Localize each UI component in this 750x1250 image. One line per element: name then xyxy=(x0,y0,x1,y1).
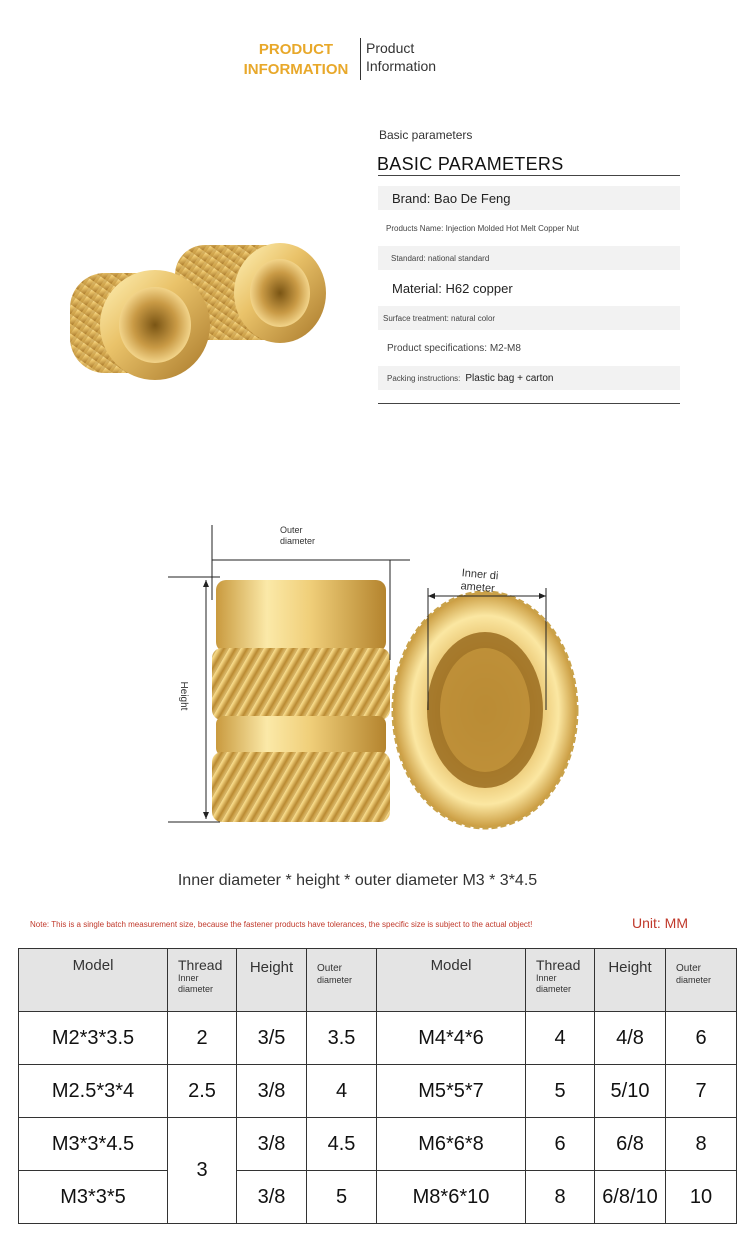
title-line-2: INFORMATION xyxy=(243,61,349,78)
inner-diameter-label-1: Inner di xyxy=(461,567,499,583)
header-height-right: Height xyxy=(595,949,666,1012)
cell-thread: 2 xyxy=(168,1012,237,1065)
insert-front-view xyxy=(393,592,577,828)
insert-side-view xyxy=(212,580,390,822)
header-outer-text2: diameter xyxy=(317,975,353,985)
product-information-subtitle xyxy=(366,39,436,75)
size-table xyxy=(18,948,737,1224)
header-thread-sub2: diameter xyxy=(536,984,572,994)
parameter-text: Product specifications: M2-M8 xyxy=(387,342,521,354)
header-thread-left xyxy=(168,949,237,1012)
parameter-row xyxy=(378,246,680,270)
basic-parameters-label: Basic parameters xyxy=(379,128,473,142)
table-row xyxy=(19,1012,737,1065)
header-thread-sub1: Inner xyxy=(536,973,557,983)
cell-model: M3*3*4.5 xyxy=(19,1118,168,1171)
table-row xyxy=(19,1118,737,1171)
header-outer-text2: diameter xyxy=(676,975,712,985)
header-thread-text: Thread xyxy=(178,957,223,973)
height-label: Height xyxy=(178,681,189,711)
cell-model: M5*5*7 xyxy=(377,1065,526,1118)
packing-label: Packing instructions: xyxy=(387,373,461,383)
header-thread-sub2: diameter xyxy=(178,984,214,994)
header-model-right: Model xyxy=(377,949,526,1012)
product-information-title xyxy=(236,40,356,80)
header-outer-text1: Outer xyxy=(676,963,702,974)
cell-height: 4/8 xyxy=(595,1012,666,1065)
dimension-caption: Inner diameter * height * outer diameter M3 * 3*4.5 xyxy=(177,872,538,889)
cell-outer: 4 xyxy=(307,1065,377,1118)
cell-model: M4*4*6 xyxy=(377,1012,526,1065)
cell-height: 6/8 xyxy=(595,1118,666,1171)
header-outer-left xyxy=(307,949,377,1012)
cell-model: M3*3*5 xyxy=(19,1171,168,1224)
cell-thread: 5 xyxy=(526,1065,595,1118)
parameter-row xyxy=(378,216,680,240)
cell-thread: 2.5 xyxy=(168,1065,237,1118)
header-thread-text: Thread xyxy=(536,957,581,973)
cell-outer: 10 xyxy=(666,1171,737,1224)
header-outer-text1: Outer xyxy=(317,963,343,974)
header-thread-sub1: Inner xyxy=(178,973,199,983)
tolerance-note: Note: This is a single batch measurement size, because the fastener products have tolerances, the specific size is subject to the actual object! xyxy=(30,920,533,929)
cell-outer: 3.5 xyxy=(307,1012,377,1065)
parameters-bottom-rule xyxy=(378,403,680,404)
parameter-text: Material: H62 copper xyxy=(392,280,513,296)
cell-height: 3/8 xyxy=(237,1065,307,1118)
unit-label: Unit: MM xyxy=(632,915,688,931)
packing-row xyxy=(378,366,680,390)
cell-model: M2.5*3*4 xyxy=(19,1065,168,1118)
inner-diameter-label-2: ameter xyxy=(460,580,496,596)
cell-thread: 6 xyxy=(526,1118,595,1171)
cell-model: M8*6*10 xyxy=(377,1171,526,1224)
parameter-row xyxy=(378,336,680,360)
parameter-text: Brand: Bao De Feng xyxy=(392,190,511,206)
cell-height: 5/10 xyxy=(595,1065,666,1118)
outer-diameter-label-2: diameter xyxy=(280,536,316,546)
header-height-left: Height xyxy=(237,949,307,1012)
parameter-row xyxy=(378,276,680,300)
header-divider xyxy=(360,38,361,80)
cell-thread-merged: 3 xyxy=(168,1118,237,1224)
cell-height: 3/5 xyxy=(237,1012,307,1065)
parameter-text: Products Name: Injection Molded Hot Melt Copper Nut xyxy=(386,223,579,233)
outer-diameter-label-1: Outer xyxy=(280,525,303,535)
brass-insert-front xyxy=(70,270,210,380)
table-row xyxy=(19,1065,737,1118)
parameter-row xyxy=(378,306,680,330)
cell-thread: 4 xyxy=(526,1012,595,1065)
cell-model: M6*6*8 xyxy=(377,1118,526,1171)
header-model-left: Model xyxy=(19,949,168,1012)
product-photo xyxy=(55,225,345,400)
cell-height: 3/8 xyxy=(237,1171,307,1224)
title-line-1: PRODUCT xyxy=(258,41,334,58)
parameter-text: Standard: national standard xyxy=(391,253,490,263)
subtitle-line-1: Product xyxy=(366,40,415,56)
parameter-text: Surface treatment: natural color xyxy=(383,313,496,323)
parameters-top-rule xyxy=(378,175,680,176)
subtitle-line-2: Information xyxy=(366,58,437,74)
table-header-row xyxy=(19,949,737,1012)
packing-value: Plastic bag + carton xyxy=(465,372,554,384)
basic-parameters-heading: BASIC PARAMETERS xyxy=(377,154,564,174)
cell-outer: 7 xyxy=(666,1065,737,1118)
cell-height: 3/8 xyxy=(237,1118,307,1171)
cell-height: 6/8/10 xyxy=(595,1171,666,1224)
table-row xyxy=(19,1171,737,1224)
header-outer-right xyxy=(666,949,737,1012)
parameter-row xyxy=(378,186,680,210)
cell-model: M2*3*3.5 xyxy=(19,1012,168,1065)
cell-outer: 8 xyxy=(666,1118,737,1171)
dimension-diagram xyxy=(160,520,600,840)
cell-outer: 4.5 xyxy=(307,1118,377,1171)
cell-outer: 6 xyxy=(666,1012,737,1065)
cell-outer: 5 xyxy=(307,1171,377,1224)
cell-thread: 8 xyxy=(526,1171,595,1224)
header-thread-right xyxy=(526,949,595,1012)
